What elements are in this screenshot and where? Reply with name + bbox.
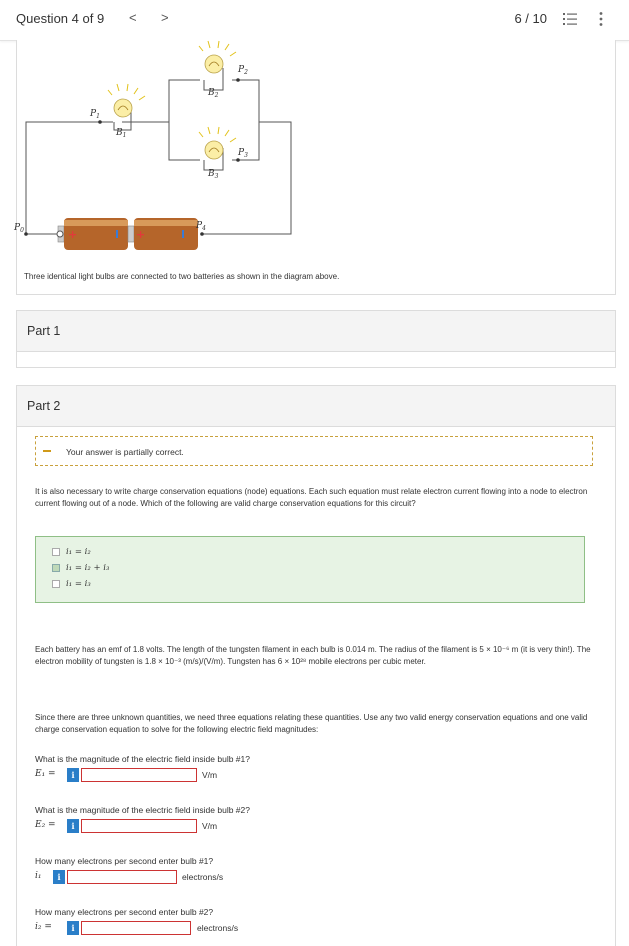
label-p4: $P_4$ <box>196 221 206 232</box>
plus-left: + <box>68 228 78 241</box>
question-i2-symbol: i₂ = <box>35 922 52 932</box>
node-p2 <box>236 78 240 82</box>
score-display: 6 / 10 <box>514 11 547 26</box>
question-e1-prompt: What is the magnitude of the electric field inside bulb #1? <box>35 754 250 764</box>
node-p1 <box>98 120 102 124</box>
question-e2-symbol: E₂ = <box>35 820 56 830</box>
figure-caption: Three identical light bulbs are connected to two batteries as shown in the diagram above. <box>24 272 340 281</box>
plus-right: + <box>136 228 146 241</box>
info-icon[interactable]: i <box>67 819 79 833</box>
e2-unit: V/m <box>202 821 218 831</box>
label-p2: $P_2$ <box>238 65 248 76</box>
i1-input[interactable] <box>67 870 177 884</box>
top-bar <box>0 0 629 41</box>
more-options-icon[interactable] <box>599 11 603 27</box>
i2-input[interactable] <box>81 921 191 935</box>
part1-card[interactable] <box>16 310 616 352</box>
info-icon[interactable]: i <box>67 921 79 935</box>
node-p4 <box>200 232 204 236</box>
partial-correct-banner <box>35 436 593 466</box>
partial-icon <box>43 450 51 452</box>
label-b3: $B_3$ <box>208 169 219 180</box>
label-p0: $P_0$ <box>14 223 24 234</box>
question-e1-symbol: E₁ = <box>35 769 56 779</box>
question-counter: Question 4 of 9 <box>16 11 105 26</box>
label-p1: $P_1$ <box>90 109 100 120</box>
option-2[interactable]: i₁ = i₂ + i₃ <box>52 563 109 573</box>
question-i1-symbol: i₁ <box>35 871 42 881</box>
node-p3 <box>236 158 240 162</box>
question-i2-prompt: How many electrons per second enter bulb #2? <box>35 907 214 917</box>
prev-question-button[interactable]: < <box>129 10 137 25</box>
e1-input[interactable] <box>81 768 197 782</box>
circuit-diagram <box>16 40 614 270</box>
node-p0 <box>24 232 28 236</box>
question-e2-prompt: What is the magnitude of the electric field inside bulb #2? <box>35 805 250 815</box>
options-box <box>35 536 585 603</box>
e2-input[interactable] <box>81 819 197 833</box>
bulb-b3-icon <box>205 141 223 159</box>
label-b1: $B_1$ <box>116 128 127 139</box>
option-2-checkbox <box>52 564 60 572</box>
label-b2: $B_2$ <box>208 88 219 99</box>
option-1-checkbox <box>52 548 60 556</box>
part1-body <box>16 350 616 368</box>
info-icon[interactable]: i <box>67 768 79 782</box>
option-3-checkbox <box>52 580 60 588</box>
option-3[interactable]: i₁ = i₃ <box>52 579 91 589</box>
part2-title: Part 2 <box>27 399 61 413</box>
i1-unit: electrons/s <box>182 872 224 882</box>
option-1[interactable]: i₁ = i₂ <box>52 547 91 557</box>
next-question-button[interactable]: > <box>161 10 169 25</box>
question-i1-prompt: How many electrons per second enter bulb #1? <box>35 856 214 866</box>
battery-info-text: Each battery has an emf of 1.8 volts. The length of the tungsten filament in each bulb is 0.014 m. The radius of the filament is 5 × 10⁻⁶ m (it is very thin!). The electron mobility of tungsten is 1.8 × 10⁻³ (m/s)/(V/m). Tungsten has 6 × 10²⁸ mobile electrons per cubic meter. <box>35 645 591 666</box>
info-icon[interactable]: i <box>53 870 65 884</box>
partial-status-text: Your answer is partially correct. <box>66 447 184 457</box>
bulb-b1-icon <box>114 99 132 117</box>
e1-unit: V/m <box>202 770 218 780</box>
part1-title: Part 1 <box>27 324 61 338</box>
label-p3: $P_3$ <box>238 148 248 159</box>
question-list-icon[interactable] <box>563 12 577 26</box>
instructions-text: It is also necessary to write charge conservation equations (node) equations. Each such equation must relate electron current flowing into a node to electron current flowing out of a node. Which of the following are valid charge conservation equations for this circuit? <box>35 487 588 508</box>
bulb-b2-icon <box>205 55 223 73</box>
i2-unit: electrons/s <box>197 923 239 933</box>
equations-info-text: Since there are three unknown quantities, we need three equations relating these quantities. Use any two valid energy conservation equations and one valid charge conservation equation to solve for the following electric field magnitudes: <box>35 713 588 734</box>
